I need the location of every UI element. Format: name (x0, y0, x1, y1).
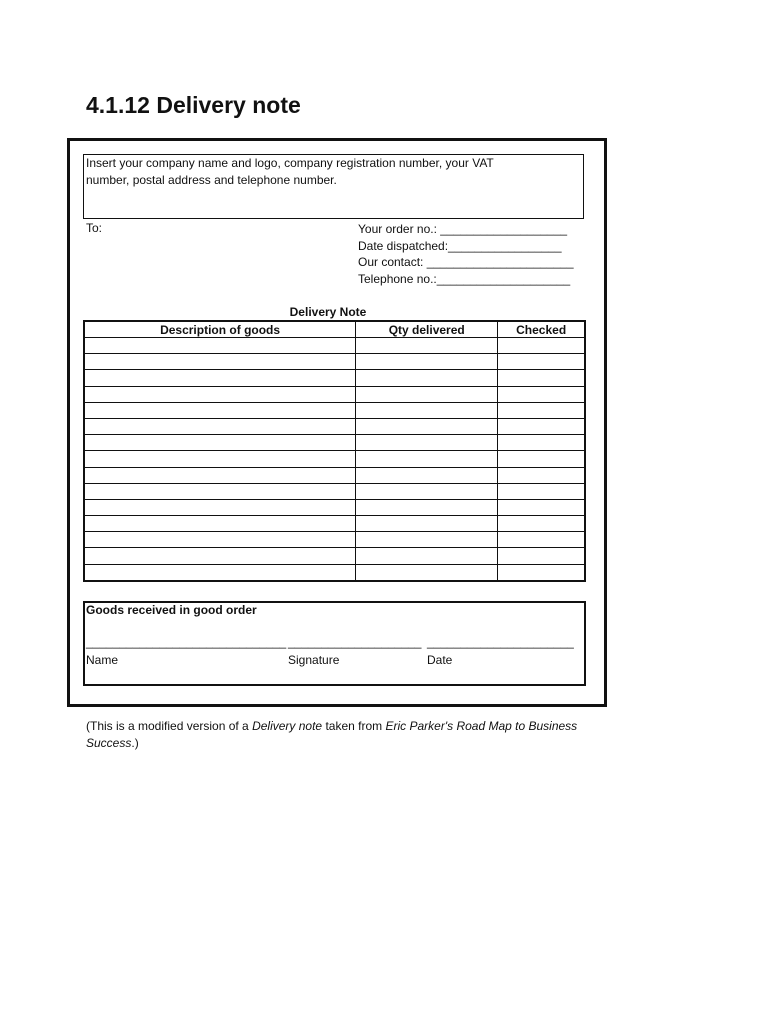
table-row (84, 467, 585, 483)
column-header-qty: Qty delivered (356, 321, 498, 338)
goods-table-body (84, 338, 585, 581)
footnote-suffix: .) (131, 736, 139, 750)
description-cell (84, 499, 356, 515)
company-info-line: number, postal address and telephone number. (86, 173, 337, 187)
table-header-row (84, 321, 585, 338)
checked-cell (498, 354, 585, 370)
qty-cell (356, 532, 498, 548)
date-dispatched-field: Date dispatched:_________________ (358, 238, 562, 253)
footnote-prefix: (This is a modified version of a (86, 719, 253, 733)
qty-cell (356, 402, 498, 418)
description-cell (84, 370, 356, 386)
checked-cell (498, 467, 585, 483)
description-cell (84, 548, 356, 564)
qty-cell (356, 370, 498, 386)
checked-cell (498, 402, 585, 418)
qty-cell (356, 354, 498, 370)
description-cell (84, 386, 356, 402)
table-row (84, 402, 585, 418)
description-cell (84, 451, 356, 467)
company-info-box (83, 154, 584, 219)
footnote-source: Eric Parker's Road Map to Business Success (86, 719, 578, 750)
table-row (84, 370, 585, 386)
footnote-middle: taken from (322, 719, 386, 733)
qty-cell (356, 338, 498, 354)
checked-cell (498, 499, 585, 515)
description-cell (84, 564, 356, 581)
table-row (84, 516, 585, 532)
qty-cell (356, 435, 498, 451)
receipt-title: Goods received in good order (86, 603, 257, 617)
to-label: To: (86, 221, 103, 235)
qty-cell (356, 467, 498, 483)
checked-cell (498, 532, 585, 548)
qty-cell (356, 564, 498, 581)
description-cell (84, 338, 356, 354)
qty-cell (356, 516, 498, 532)
name-label: Name (86, 653, 119, 667)
table-row (84, 564, 585, 581)
checked-cell (498, 451, 585, 467)
company-info-line: Insert your company name and logo, company registration number, your VAT (86, 156, 494, 170)
qty-cell (356, 418, 498, 434)
description-cell (84, 467, 356, 483)
checked-cell (498, 370, 585, 386)
table-row (84, 499, 585, 515)
qty-cell (356, 499, 498, 515)
table-row (84, 548, 585, 564)
table-row (84, 338, 585, 354)
description-cell (84, 516, 356, 532)
description-cell (84, 435, 356, 451)
table-title: Delivery Note (289, 305, 367, 319)
checked-cell (498, 516, 585, 532)
order-number-field: Your order no.: ___________________ (358, 222, 568, 236)
checked-cell (498, 564, 585, 581)
order-info (358, 221, 574, 287)
date-line: ______________________ (427, 635, 574, 649)
page-title: 4.1.12 Delivery note (86, 92, 301, 118)
checked-cell (498, 338, 585, 354)
qty-cell (356, 548, 498, 564)
table-row (84, 483, 585, 499)
table-row (84, 451, 585, 467)
checked-cell (498, 418, 585, 434)
name-line: ______________________________ (86, 635, 287, 649)
telephone-field: Telephone no.:____________________ (358, 271, 571, 286)
qty-cell (356, 483, 498, 499)
footnote (86, 718, 586, 752)
qty-cell (356, 386, 498, 402)
table-row (84, 418, 585, 434)
table-row (84, 354, 585, 370)
checked-cell (498, 386, 585, 402)
description-cell (84, 532, 356, 548)
signature-label: Signature (288, 653, 340, 667)
signature-line: ____________________ (288, 635, 422, 649)
checked-cell (498, 483, 585, 499)
our-contact-field: Our contact: ______________________ (358, 255, 574, 269)
column-header-checked: Checked (498, 321, 585, 338)
receipt-box (83, 601, 586, 686)
goods-table (83, 320, 586, 582)
description-cell (84, 483, 356, 499)
column-header-description: Description of goods (84, 321, 356, 338)
date-label: Date (427, 653, 453, 667)
description-cell (84, 354, 356, 370)
table-row (84, 532, 585, 548)
footnote-doc-name: Delivery note (252, 719, 323, 733)
checked-cell (498, 435, 585, 451)
table-row (84, 386, 585, 402)
qty-cell (356, 451, 498, 467)
table-row (84, 435, 585, 451)
checked-cell (498, 548, 585, 564)
description-cell (84, 418, 356, 434)
description-cell (84, 402, 356, 418)
